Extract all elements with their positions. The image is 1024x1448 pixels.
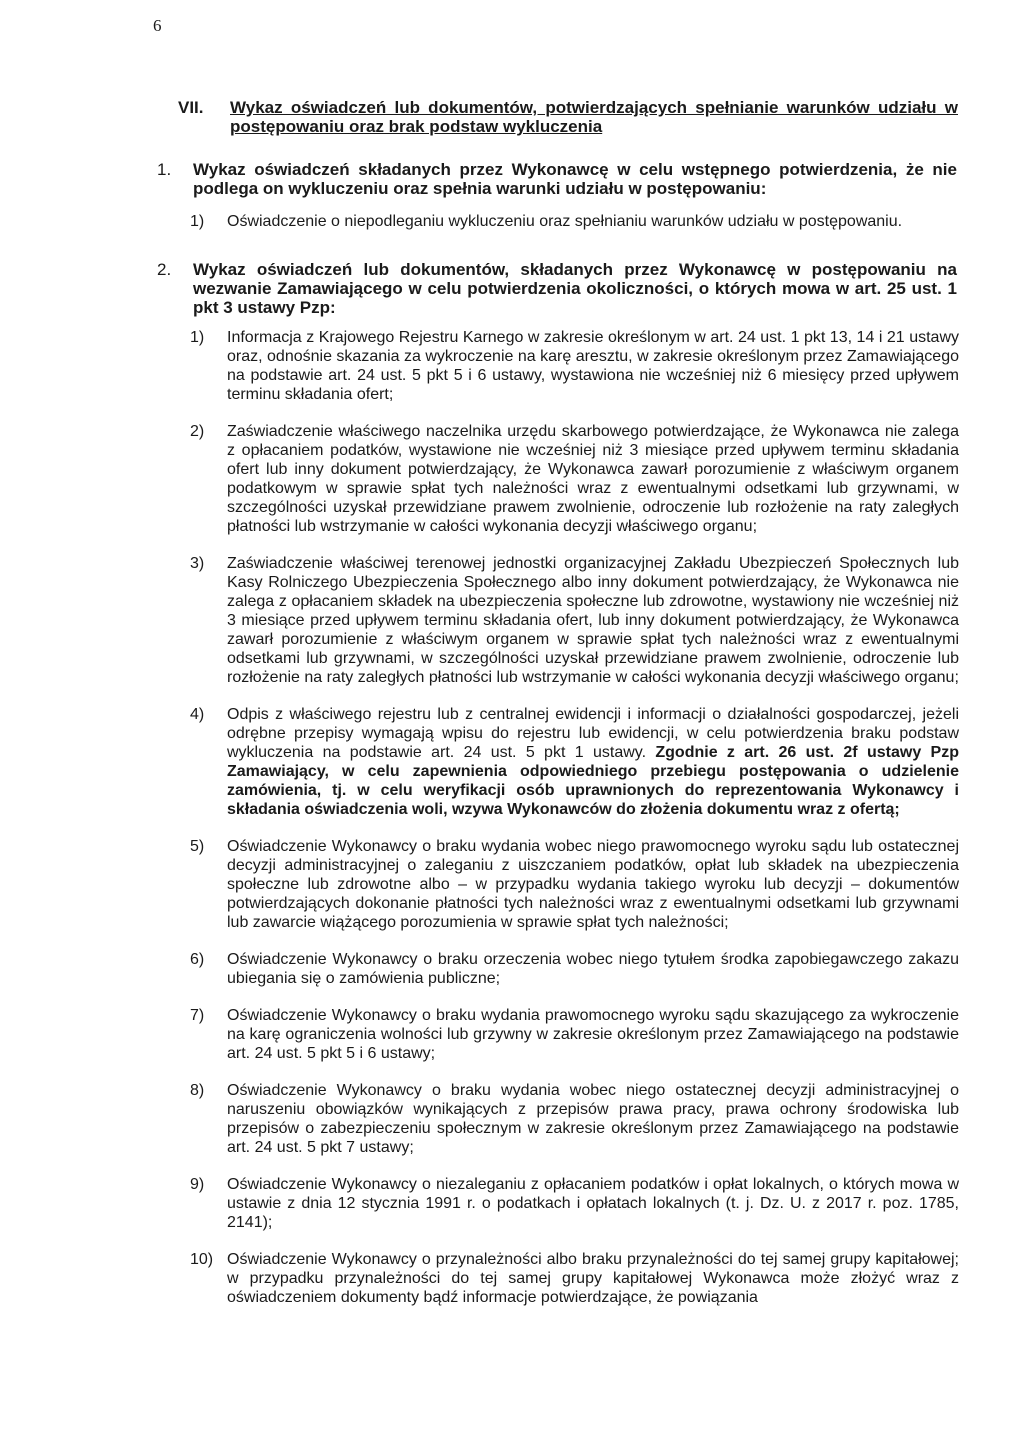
list-item bbox=[190, 705, 959, 819]
list-item bbox=[190, 422, 959, 536]
item-number: 8) bbox=[190, 1082, 205, 1099]
list-item bbox=[190, 212, 959, 231]
item-number: 4) bbox=[190, 706, 205, 723]
list-item bbox=[190, 554, 959, 687]
item-number: 1) bbox=[190, 213, 205, 230]
list-item bbox=[190, 837, 959, 932]
part2-list bbox=[190, 328, 959, 1325]
item-text: Oświadczenie o niepodleganiu wykluczeniu oraz spełnianiu warunków udziału w postępowaniu. bbox=[227, 213, 903, 230]
part1-heading bbox=[157, 160, 957, 198]
item-text: Zaświadczenie właściwej terenowej jednostki organizacyjnej Zakładu Ubezpieczeń Społecznych lub Kasy Rolniczego Ubezpieczenia Społecznego albo inny dokument potwierdzający, że Wykonawca nie zalega z opłacaniem składek na ubezpieczenia społeczne lub zdrowotne, wystawiony nie wcześniej niż 3 miesiące przed upływem terminu składania ofert, lub inny dokument potwierdzający, że Wykonawca zawarł porozumienie z właściwym organem w sprawie spłat tych należności wraz z ewentualnymi odsetkami lub grzywnami, w szczególności uzyskał przewidziane prawem zwolnienie, odroczenie lub rozłożenie na raty zaległych płatności lub wstrzymanie w całości wykonania decyzji właściwego organu; bbox=[227, 555, 959, 686]
part2-number: 2. bbox=[157, 260, 172, 279]
item-text-plain: Odpis z właściwego rejestru lub z centralnej ewidencji i informacji o działalności gospodarczej, jeżeli odrębne przepisy wymagają wpisu do rejestru lub ewidencji, w celu potwierdzenia braku podstaw wykluczenia na podstawie art. 24 ust. 5 pkt 1 ustawy. bbox=[227, 706, 959, 761]
item-number: 9) bbox=[190, 1176, 205, 1193]
part2-heading bbox=[157, 260, 957, 317]
part1-number: 1. bbox=[157, 160, 172, 179]
section-title: Wykaz oświadczeń lub dokumentów, potwierdzających spełnianie warunków udziału w postępowaniu oraz brak podstaw wykluczenia bbox=[230, 98, 958, 136]
item-number: 10) bbox=[190, 1251, 214, 1268]
item-text: Informacja z Krajowego Rejestru Karnego w zakresie określonym w art. 24 ust. 1 pkt 13, 14 i 21 ustawy oraz, odnośnie skazania za wykroczenie na karę aresztu, w zakresie określonym przez Zamawiającego na podstawie art. 24 ust. 5 pkt 5 i 6 ustawy, wystawiona nie wcześniej niż 6 miesięcy przed upływem terminu składania ofert; bbox=[227, 329, 959, 403]
list-item bbox=[190, 328, 959, 404]
list-item bbox=[190, 1081, 959, 1157]
item-text: Oświadczenie Wykonawcy o braku wydania prawomocnego wyroku sądu skazującego za wykroczenie na karę ograniczenia wolności lub grzywny w zakresie określonym przez Zamawiającego na podstawie art. 24 ust. 5 pkt 5 i 6 ustawy; bbox=[227, 1007, 959, 1062]
item-number: 3) bbox=[190, 555, 205, 572]
item-number: 5) bbox=[190, 838, 205, 855]
item-text: Zaświadczenie właściwego naczelnika urzędu skarbowego potwierdzające, że Wykonawca nie zalega z opłacaniem podatków, wystawione nie wcześniej niż 3 miesiące przed upływem terminu składania ofert lub inny dokument potwierdzający, że Wykonawca zawarł porozumienie z właściwym organem podatkowym w sprawie spłat tych należności wraz z ewentualnymi odsetkami lub grzywnami, w szczególności uzyskał przewidziane prawem zwolnienie, odroczenie lub rozłożenie na raty zaległych płatności lub wstrzymanie w całości wykonania decyzji właściwego organu; bbox=[227, 423, 959, 535]
item-text: Oświadczenie Wykonawcy o braku orzeczenia wobec niego tytułem środka zapobiegawczego zakazu ubiegania się o zamówienia publiczne; bbox=[227, 951, 959, 987]
item-text bbox=[227, 705, 959, 819]
list-item bbox=[190, 1006, 959, 1063]
item-text: Oświadczenie Wykonawcy o braku wydania wobec niego ostatecznej decyzji administracyjnej o naruszeniu obowiązków wynikających z przepisów prawa pracy, prawa ochrony środowiska lub przepisów o zabezpieczeniu społecznym w zakresie określonym przez Zamawiającego na podstawie art. 24 ust. 5 pkt 7 ustawy; bbox=[227, 1082, 959, 1156]
item-text: Oświadczenie Wykonawcy o przynależności albo braku przynależności do tej samej grupy kapitałowej; w przypadku przynależności do tej samej grupy kapitałowej Wykonawca może złożyć wraz z oświadczeniem dokumenty bądź informacje potwierdzające, że powiązania bbox=[227, 1251, 959, 1306]
item-number: 6) bbox=[190, 951, 205, 968]
item-text: Oświadczenie Wykonawcy o niezaleganiu z opłacaniem podatków i opłat lokalnych, o których mowa w ustawie z dnia 12 stycznia 1991 r. o podatkach i opłatach lokalnych (t. j. Dz. U. z 2017 r. poz. 1785, 2141); bbox=[227, 1176, 959, 1231]
part1-heading-text: Wykaz oświadczeń składanych przez Wykonawcę w celu wstępnego potwierdzenia, że nie podlega on wykluczeniu oraz spełnia warunki udziału w postępowaniu: bbox=[193, 160, 957, 198]
section-heading bbox=[178, 98, 958, 136]
item-number: 1) bbox=[190, 329, 205, 346]
item-number: 2) bbox=[190, 423, 205, 440]
section-number: VII. bbox=[178, 98, 204, 117]
page-number: 6 bbox=[153, 16, 162, 35]
part1-list bbox=[190, 212, 959, 249]
list-item bbox=[190, 1250, 959, 1307]
item-text-bold: Zgodnie z art. 26 ust. 2f ustawy Pzp Zamawiający, w celu zapewnienia odpowiedniego przebiegu postępowania o udzielenie zamówienia, tj. w celu weryfikacji osób uprawnionych do reprezentowania Wykonawcy i składania oświadczenia woli, wzywa Wykonawców do złożenia dokumentu wraz z ofertą; bbox=[227, 744, 959, 818]
item-text: Oświadczenie Wykonawcy o braku wydania wobec niego prawomocnego wyroku sądu lub ostatecznej decyzji administracyjnej o zaleganiu z uiszczaniem podatków, opłat lub składek na ubezpieczenia społeczne lub zdrowotne albo – w przypadku wydania takiego wyroku lub decyzji – dokumentów potwierdzających dokonanie płatności tych należności wraz z ewentualnymi odsetkami lub grzywnami lub zawarcie wiążącego porozumienia w sprawie spłat tych należności; bbox=[227, 838, 959, 931]
part2-heading-text: Wykaz oświadczeń lub dokumentów, składanych przez Wykonawcę w postępowaniu na wezwanie Zamawiającego w celu potwierdzenia okoliczności, o których mowa w art. 25 ust. 1 pkt 3 ustawy Pzp: bbox=[193, 260, 957, 317]
item-number: 7) bbox=[190, 1007, 205, 1024]
list-item bbox=[190, 950, 959, 988]
list-item bbox=[190, 1175, 959, 1232]
